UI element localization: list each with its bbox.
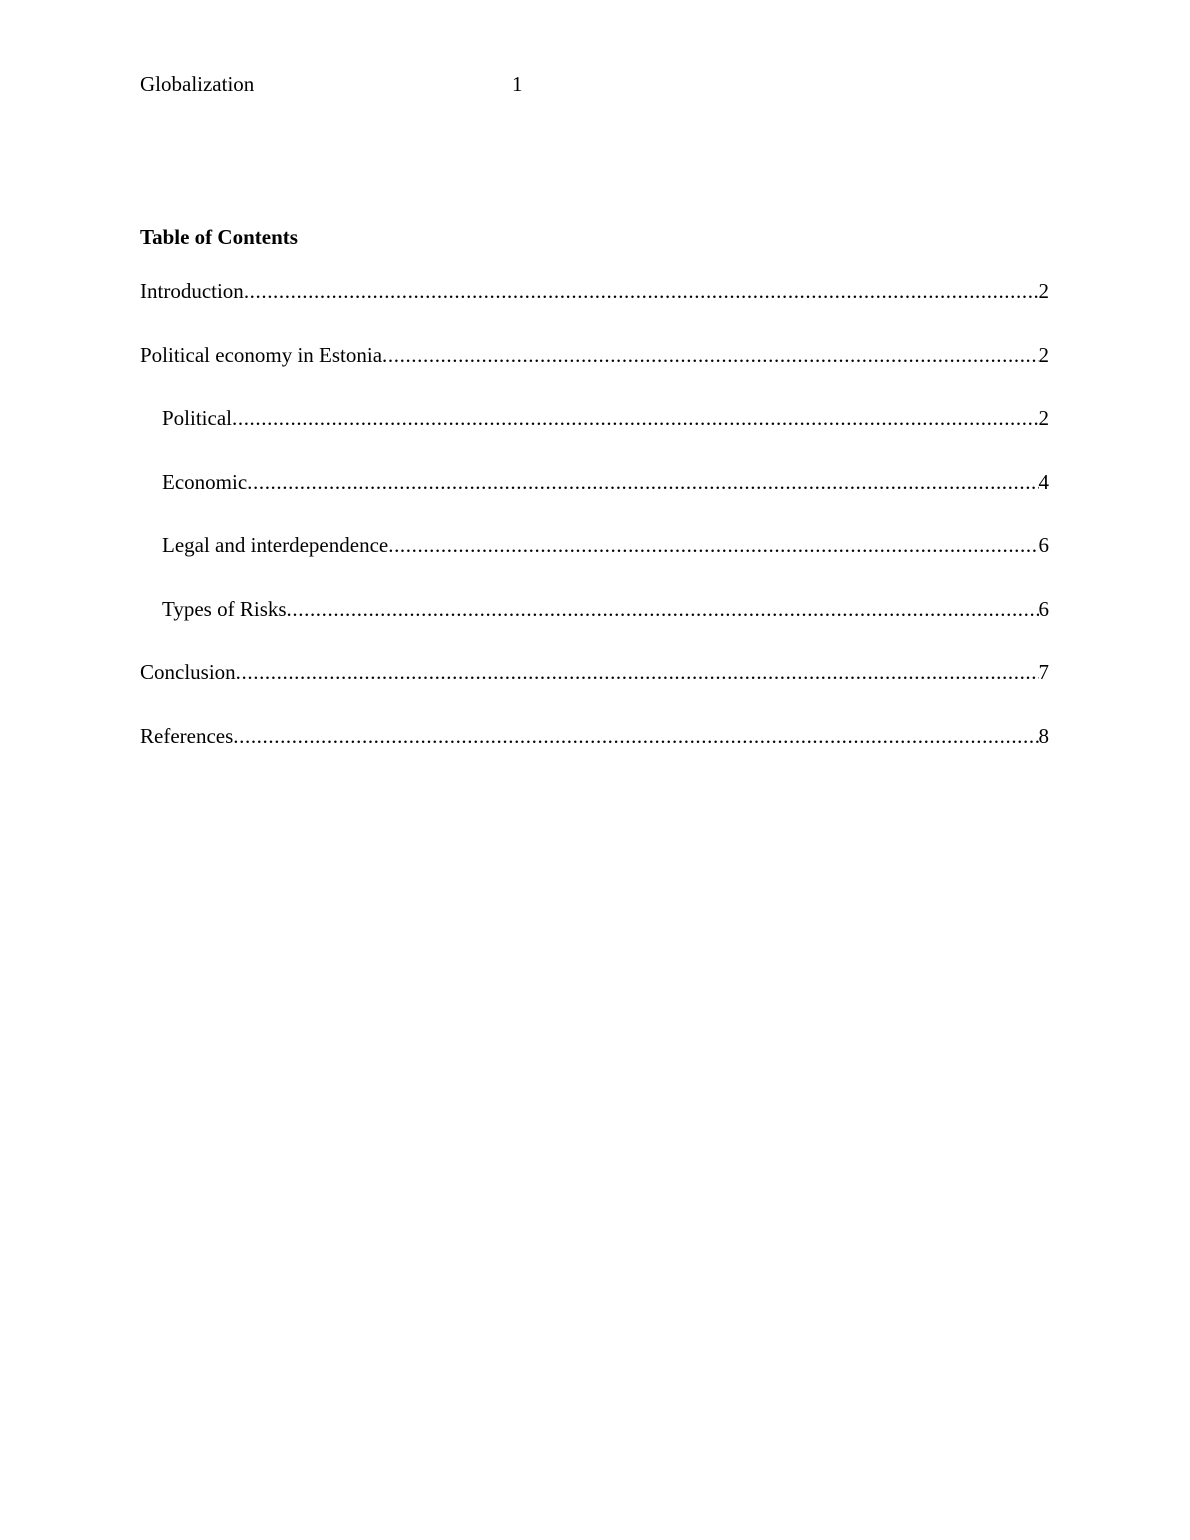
dot-leader <box>382 341 1038 369</box>
toc-entry-page: 2 <box>1038 279 1049 303</box>
toc-entry-types-of-risks[interactable] <box>140 595 1049 659</box>
toc-entry-page: 8 <box>1038 723 1049 748</box>
toc-entry-page: 4 <box>1038 469 1049 494</box>
toc-entry-label: Conclusion <box>140 660 236 684</box>
toc-entry-label: Legal and interdependence <box>162 533 389 557</box>
page-number: 1 <box>512 72 523 96</box>
table-of-contents <box>140 277 1049 785</box>
toc-entry-introduction[interactable] <box>140 277 1049 341</box>
dot-leader <box>247 468 1038 496</box>
toc-entry-page: 2 <box>1038 406 1049 430</box>
toc-entry-label: References <box>140 723 234 748</box>
toc-entry-label: Political <box>162 406 232 430</box>
toc-entry-label: Introduction <box>140 279 244 303</box>
dot-leader <box>236 658 1039 686</box>
dot-leader <box>233 722 1038 750</box>
toc-entry-page: 6 <box>1038 533 1049 557</box>
running-head-title: Globalization <box>140 72 255 96</box>
toc-entry-label: Economic <box>162 469 248 494</box>
toc-entry-label: Types of Risks <box>162 596 287 621</box>
toc-entry-economic[interactable] <box>140 468 1049 532</box>
dot-leader <box>244 277 1039 305</box>
toc-entry-references[interactable] <box>140 722 1049 786</box>
dot-leader <box>232 404 1039 432</box>
dot-leader <box>287 595 1039 623</box>
toc-heading: Table of Contents <box>140 225 298 249</box>
toc-entry-conclusion[interactable] <box>140 658 1049 722</box>
toc-entry-page: 6 <box>1038 596 1049 621</box>
toc-entry-page: 2 <box>1038 342 1049 367</box>
toc-entry-page: 7 <box>1038 660 1049 684</box>
page-header <box>140 70 1050 98</box>
dot-leader <box>388 531 1038 559</box>
toc-entry-political[interactable] <box>140 404 1049 468</box>
toc-entry-label: Political economy in Estonia <box>140 342 383 367</box>
toc-entry-political-economy-in-estonia[interactable] <box>140 341 1049 405</box>
toc-entry-legal-and-interdependence[interactable] <box>140 531 1049 595</box>
